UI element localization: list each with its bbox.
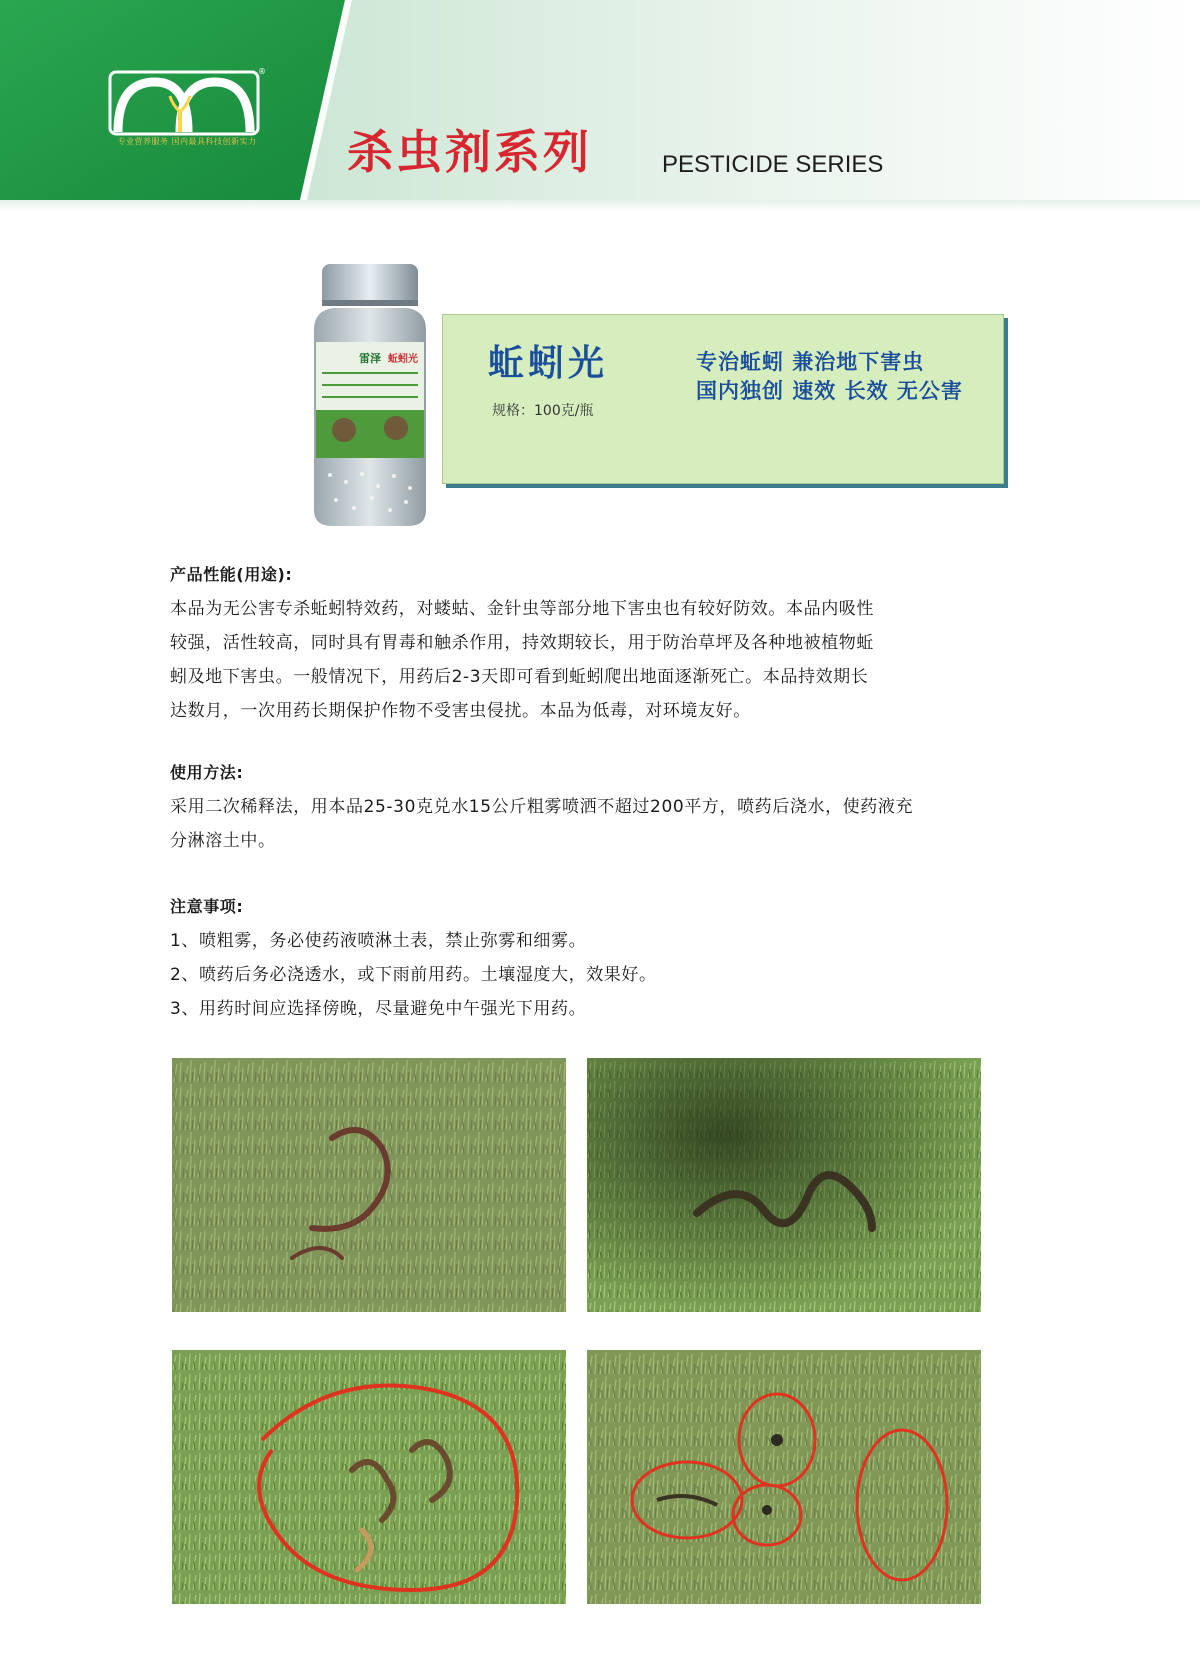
performance-line: 蚓及地下害虫。一般情况下，用药后2-3天即可看到蚯蚓爬出地面逐渐死亡。本品持效期长 [170,667,869,687]
photo-dead-worms-1 [172,1058,566,1312]
product-name: 蚯蚓光 [488,343,609,384]
bottle-label-brand: 雷泽 [359,352,381,365]
photo-worms-circled-multiple [587,1350,981,1604]
photo-worm-on-lawn [587,1058,981,1312]
notes-section [170,890,1010,1026]
svg-text:®: ® [258,67,266,76]
usage-line: 采用二次稀释法，用本品25-30克兑水15公斤粗雾喷洒不超过200平方，喷药后浇水，使药液充 [170,797,914,817]
product-slogan [696,348,963,406]
header-divider [0,200,1200,212]
usage-section [170,756,1010,858]
notes-line: 3、用药时间应选择傍晚，尽量避免中午强光下用药。 [170,999,587,1019]
usage-heading: 使用方法: [170,763,244,782]
notes-heading: 注意事项: [170,897,244,916]
performance-line: 较强，活性较高，同时具有胃毒和触杀作用，持效期较长，用于防治草坪及各种地被植物蚯 [170,633,874,653]
performance-section [170,558,1010,728]
series-title-english: PESTICIDE SERIES [662,151,884,178]
bottle-label-name: 蚯蚓光 [388,354,418,365]
product-spec: 规格：100克/瓶 [492,403,594,419]
product-slogan-line: 专治蚯蚓 兼治地下害虫 [696,350,925,374]
performance-heading: 产品性能(用途): [170,565,293,584]
logo-slogan: 专业营养服务 国内最具科技创新实力 [117,137,257,146]
notes-line: 2、喷药后务必浇透水，或下雨前用药。土壤湿度大，效果好。 [170,965,657,985]
notes-line: 1、喷粗雾，务必使药液喷淋土表，禁止弥雾和细雾。 [170,931,587,951]
product-bottle-image [300,260,440,530]
photo-dead-worms-circled [172,1350,566,1604]
series-title: 杀虫剂系列 [347,125,592,179]
performance-line: 本品为无公害专杀蚯蚓特效药，对蝼蛄、金针虫等部分地下害虫也有较好防效。本品内吸性 [170,599,874,619]
performance-line: 达数月，一次用药长期保护作物不受害虫侵扰。本品为低毒，对环境友好。 [170,701,751,721]
product-slogan-line: 国内独创 速效 长效 无公害 [696,379,963,403]
usage-line: 分淋溶土中。 [170,831,276,851]
